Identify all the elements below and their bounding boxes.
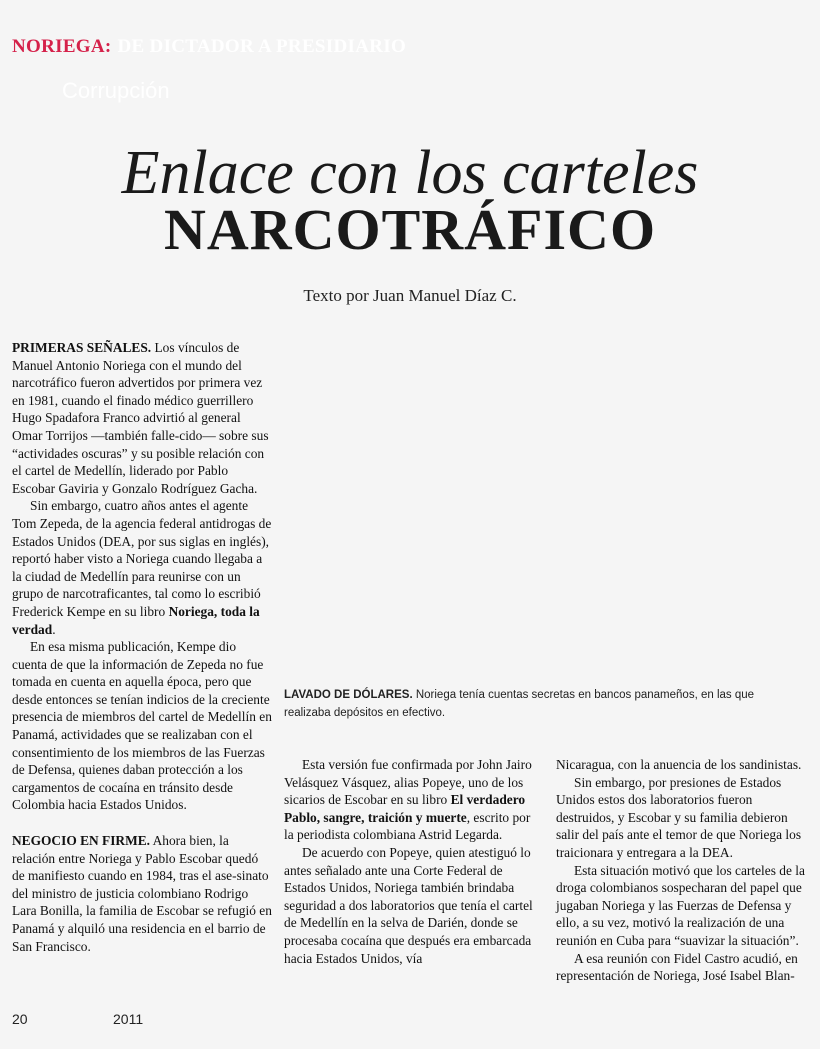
- paragraph-text: Esta situación motivó que los carteles de la droga colombianos sospecharan del papel que jugaban Noriega y las Fuerzas de Defensa y ello, a su vez, motivó la realización de una reunión en Cuba para “suavizar la situación”.: [556, 862, 805, 948]
- article-column-2: [284, 756, 536, 967]
- paragraph-text: Los vínculos de Manuel Antonio Noriega con el mundo del narcotráfico fueron advertidos por primera vez en 1981, cuando el finado médico guerrillero Hugo Spadafora Franco advirtió al general Omar Torrijos —también falle-cido— sobre sus “actividades oscuras” y su posible relación con el cartel de Medellín, liderado por Pablo Escobar Gaviria y Gonzalo Rodríguez Gacha.: [12, 340, 269, 496]
- book-title: Noriega, toda la verdad: [12, 603, 260, 637]
- paragraph: [556, 756, 812, 774]
- paragraph-text: Nicaragua, con la anuencia de los sandinistas.: [556, 757, 802, 772]
- subhead-primeras-senales: PRIMERAS SEÑALES.: [12, 340, 152, 355]
- paragraph: [12, 832, 274, 955]
- paragraph: [12, 638, 274, 814]
- paragraph-text: En esa misma publicación, Kempe dio cuenta de que la información de Zepeda no fue tomada en cuenta en aquella época, pero que desde entonces se tenían indicios de la creciente presencia de miembros del cartel de Medellín en Panamá, actividades que se realizaban con el consentimiento de los miembros de las Fuerzas de Defensa, quienes daban protección a los cargamentos de cocaína en tránsito desde Colombia hacia Estados Unidos.: [12, 639, 272, 813]
- paragraph-text: Sin embargo, por presiones de Estados Unidos estos dos laboratorios fueron destruidos, y Escobar y su familia debieron salir del país ante el temor de que Noriega los traicionara y entregara a la DEA.: [556, 774, 802, 860]
- paragraph-gap: [12, 814, 274, 832]
- subhead-negocio-en-firme: NEGOCIO EN FIRME.: [12, 833, 151, 849]
- paragraph-text: Esta versión fue confirmada por John Jairo Velásquez Vásquez, alias Popeye, uno de los sicarios de Escobar en su libro: [284, 757, 532, 808]
- paragraph: [12, 339, 274, 497]
- paragraph: [284, 844, 536, 967]
- series-subtitle: DE DICTADOR A PRESIDIARIO: [117, 36, 407, 57]
- byline: Texto por Juan Manuel Díaz C.: [303, 286, 517, 305]
- paragraph-text: A esa reunión con Fidel Castro acudió, en representación de Noriega, José Isabel Blan-: [556, 950, 798, 984]
- photo-caption: [284, 686, 784, 722]
- paragraph: [284, 756, 536, 844]
- paragraph-text: Sin embargo, cuatro años antes el agente Tom Zepeda, de la agencia federal antidrogas de Estados Unidos (DEA, por sus siglas en inglés), reportó haber visto a Noriega cuando llegaba a la ciudad de Medellín para reunirse con un grupo de narcotraficantes, tal como lo escribió Frederick Kempe en su libro: [12, 498, 272, 619]
- article-title-line1: Enlace con los carteles: [121, 139, 699, 207]
- series-title: NORIEGA:: [12, 36, 112, 57]
- caption-text: Noriega tenía cuentas secretas en bancos panameños, en las que realizaba depósitos en efectivo.: [284, 689, 755, 719]
- paragraph: [12, 497, 274, 638]
- paragraph: [556, 862, 812, 950]
- running-header: [12, 36, 406, 58]
- footer-year: 2011: [113, 1011, 144, 1027]
- paragraph: [556, 950, 812, 985]
- paragraph-text: Ahora bien, la relación entre Noriega y Pablo Escobar quedó de manifiesto cuando en 1984, tras el ase-sinato del ministro de justicia colombiano Rodrigo Lara Bonilla, la familia de Escobar se refugió en Panamá y alquiló una residencia en el barrio de San Francisco.: [12, 833, 272, 954]
- paragraph-text: .: [52, 621, 56, 637]
- caption-lead: LAVADO DE DÓLARES.: [284, 689, 413, 701]
- article-column-1: [12, 339, 274, 955]
- article-column-3: [556, 756, 812, 985]
- paragraph: [556, 774, 812, 862]
- section-label: Corrupción: [62, 78, 170, 103]
- page-number: 20: [12, 1011, 28, 1027]
- article-title-line2: NARCOTRÁFICO: [163, 197, 657, 262]
- paragraph-text: De acuerdo con Popeye, quien atestiguó lo antes señalado ante una Corte Federal de Estados Unidos, Noriega también brindaba seguridad a dos laboratorios que tenía el cartel de Medellín en la selva de Darién, donde se procesaba cocaína que después era embarcada hacia Estados Unidos, vía: [284, 844, 533, 966]
- book-title: El verdadero Pablo, sangre, traición y muerte: [284, 792, 526, 825]
- article-photo-area: [284, 339, 812, 679]
- paragraph-text: , escrito por la periodista colombiana Astrid Legarda.: [284, 809, 531, 843]
